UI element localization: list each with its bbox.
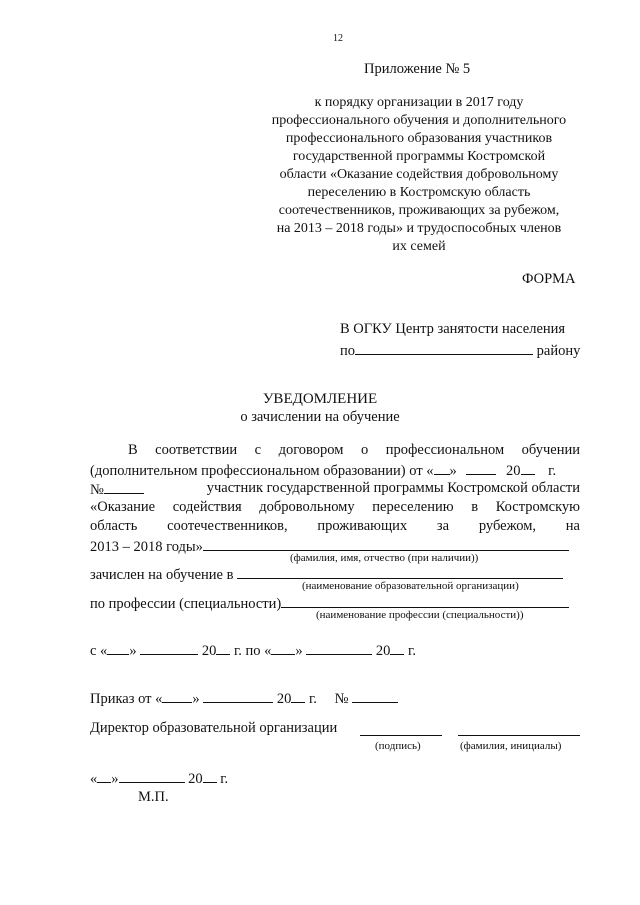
body-line2-quote: »: [449, 463, 457, 479]
contract-day-field[interactable]: [434, 461, 450, 475]
body-line-2: [90, 461, 556, 480]
profession-field[interactable]: [281, 594, 569, 608]
order-number-field[interactable]: [352, 689, 398, 703]
addressee-prefix: по: [340, 343, 356, 359]
period-year-prefix-1: 20: [201, 643, 217, 659]
footer-month-field[interactable]: [119, 769, 185, 783]
footer-date-line: [90, 769, 228, 788]
body-line2-year: 20: [506, 463, 521, 479]
annex-basis-line: их семей: [392, 239, 446, 254]
addressee-line2: [340, 341, 580, 360]
addressee-line1: В ОГКУ Центр занятости населения: [340, 321, 566, 337]
order-label: Приказ от «: [90, 691, 163, 707]
order-year-suffix: г.: [309, 691, 317, 707]
caption-profession: (наименование профессии (специальности)): [316, 609, 524, 621]
annex-basis-line: переселению в Костромскую область: [307, 185, 531, 200]
seal-label: М.П.: [138, 789, 169, 805]
period-line: [90, 641, 416, 660]
body-line-5: область соотечественников, проживающих за рубежом, на: [90, 518, 580, 534]
director-name-field[interactable]: [458, 735, 580, 736]
enrolled-label: зачислен на обучение в: [90, 567, 234, 583]
body-line6-text: 2013 – 2018 годы»: [90, 539, 203, 555]
contract-year-field[interactable]: [521, 461, 535, 475]
caption-person: (фамилия, имя, отчество (при наличии)): [290, 552, 479, 564]
order-line: [90, 689, 398, 708]
body-line3-number-sign: №: [90, 482, 104, 498]
period-to-month-field[interactable]: [306, 641, 372, 655]
period-to-day-field[interactable]: [271, 641, 295, 655]
document-subtitle: о зачислении на обучение: [240, 409, 400, 425]
order-number-sign: №: [334, 691, 349, 707]
body-line-1: В соответствии с договором о профессиональном обучении: [128, 442, 580, 458]
body-line-3: [90, 480, 580, 499]
order-year-prefix: 20: [276, 691, 292, 707]
footer-day-field[interactable]: [97, 769, 111, 783]
period-from-month-field[interactable]: [140, 641, 198, 655]
period-from-year-field[interactable]: [216, 641, 230, 655]
period-to-year-field[interactable]: [390, 641, 404, 655]
annex-basis-line: государственной программы Костромской: [292, 149, 546, 164]
period-from-day-field[interactable]: [107, 641, 129, 655]
annex-basis-line: профессионального образования участников: [285, 131, 553, 146]
body-line3-text: участник государственной программы Костромской области: [206, 480, 580, 496]
annex-title: Приложение № 5: [364, 61, 471, 77]
body-line-4: «Оказание содействия добровольному переселению в Костромскую: [90, 499, 580, 515]
period-to-close: »: [295, 643, 303, 659]
body-line2-g: г.: [548, 463, 557, 479]
period-year-prefix-2: 20: [375, 643, 391, 659]
period-from-close: »: [129, 643, 137, 659]
district-field[interactable]: [355, 341, 533, 355]
document-title: УВЕДОМЛЕНИЕ: [262, 391, 378, 407]
caption-director-name: (фамилия, инициалы): [460, 740, 562, 752]
period-from: с «: [90, 643, 108, 659]
contract-month-field[interactable]: [466, 461, 496, 475]
addressee-suffix: району: [536, 343, 581, 359]
footer-date-close: »: [111, 771, 119, 787]
form-label: ФОРМА: [522, 271, 576, 287]
annex-basis-line: к порядку организации в 2017 году: [314, 95, 524, 110]
annex-basis-line: соотечественников, проживающих за рубежом,: [278, 203, 560, 218]
caption-org: (наименование образовательной организации): [302, 580, 519, 592]
order-month-field[interactable]: [203, 689, 273, 703]
annex-basis-line: профессионального обучения и дополнительного: [271, 113, 567, 128]
footer-year-prefix: 20: [188, 771, 203, 787]
annex-basis-line: на 2013 – 2018 годы» и трудоспособных членов: [276, 221, 562, 236]
annex-basis: [240, 94, 598, 256]
caption-signature: (подпись): [375, 740, 421, 752]
participant-name-field[interactable]: [203, 537, 569, 551]
body-line2-text: (дополнительном профессиональном образовании) от «: [90, 463, 434, 479]
page-number: 12: [333, 33, 343, 44]
period-year-suffix: г.: [408, 643, 416, 659]
order-year-field[interactable]: [291, 689, 305, 703]
footer-year-field[interactable]: [203, 769, 217, 783]
contract-number-field[interactable]: [104, 480, 144, 494]
order-day-field[interactable]: [162, 689, 192, 703]
order-close: »: [192, 691, 200, 707]
footer-date-open: «: [90, 771, 98, 787]
period-to: г. по «: [233, 643, 272, 659]
annex-basis-line: области «Оказание содействия добровольному: [279, 167, 559, 182]
footer-year-suffix: г.: [220, 771, 229, 787]
profession-label: по профессии (специальности): [90, 596, 282, 612]
director-label: Директор образовательной организации: [90, 720, 338, 736]
institution-field[interactable]: [237, 565, 563, 579]
signature-field[interactable]: [360, 735, 442, 736]
